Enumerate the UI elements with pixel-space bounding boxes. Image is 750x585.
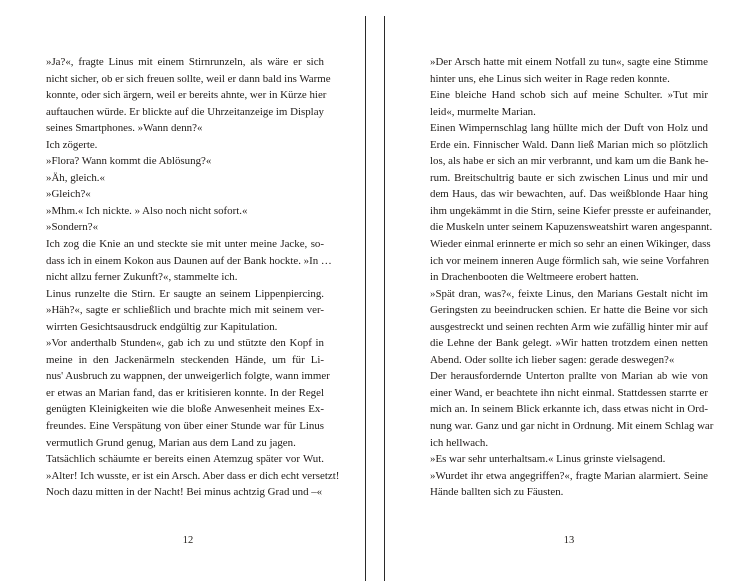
text-line: Der herausfordernde Unterton prallte von Marian ab wie von <box>430 370 708 383</box>
text-line: dem Haus, das wir bewachten, auf. Das weißblonde Haar hing <box>430 188 708 201</box>
text-line: »Gleich?« <box>46 188 91 201</box>
text-line: »Der Arsch hatte mit einem Notfall zu tun«, sagte eine Stimme <box>430 56 708 68</box>
text-line: »Vor anderthalb Stunden«, gab ich zu und stützte den Kopf in <box>46 337 324 350</box>
left-page-text <box>46 54 340 501</box>
text-line: hinter uns, ehe Linus sich weiter in Rage reden konnte. <box>430 72 670 85</box>
text-line: nus' Ausbruch zu wappnen, der unweigerlich folgte, wann immer <box>46 370 330 383</box>
text-line: genügten Kleinigkeiten wie die bloße Anwesenheit meines Ex- <box>46 403 324 416</box>
text-line: »Sondern?« <box>46 221 99 234</box>
text-line: »Flora? Wann kommt die Ablösung?« <box>46 155 212 168</box>
text-line: los, als habe er sich an mir verbrannt, und kam um die Bank he- <box>430 155 709 168</box>
text-line: auftauchen würde. Er blickte auf die Uhrzeitanzeige im Display <box>46 105 324 118</box>
text-line: die Muskeln unter seinem Kapuzensweatshirt waren angespannt. <box>430 221 713 234</box>
text-line: rum. Breitschultrig baute er sich zwischen Linus und mir und <box>430 171 708 184</box>
text-line: »Spät dran, was?«, feixte Linus, den Marians Gestalt nicht im <box>430 287 708 300</box>
text-line: ihm ungekämmt in die Stirn, seine Kiefer presste er aufeinander, <box>430 204 712 217</box>
text-line: nicht sicher, ob er sich freuen sollte, weil er dann bald ins Warme <box>46 72 331 85</box>
text-line: Geringsten zu beeindrucken schien. Er hatte die Beine vor sich <box>430 304 708 317</box>
text-line: Hände ballten sich zu Fäusten. <box>430 486 564 499</box>
text-line: einer Wand, er beachtete ihn nicht einmal. Stattdessen starrte er <box>430 386 708 399</box>
text-line: vermutlich Grund genug, Marian aus dem Land zu jagen. <box>46 436 296 449</box>
text-line: Ich zögerte. <box>46 138 98 151</box>
text-line: freundes. Eine Verspätung von über einer Stunde war für Linus <box>46 420 324 433</box>
text-line: nicht allzu ferner Zukunft?«, stammelte ich. <box>46 271 238 284</box>
text-line: Linus runzelte die Stirn. Er saugte an seinem Lippenpiercing. <box>46 287 324 300</box>
right-page <box>384 16 750 581</box>
text-line: ich hellwach. <box>430 436 489 449</box>
text-line: »Ja?«, fragte Linus mit einem Stirnrunzeln, als wäre er sich <box>46 56 324 68</box>
text-line: dass ich in einem Kokon aus Daunen auf der Bank hockte. »In … <box>46 254 332 267</box>
book-gutter <box>366 16 384 581</box>
text-line: mich an. In seinem Blick erkannte ich, dass etwas nicht in Ord- <box>430 403 708 416</box>
text-line: ich vor meinem inneren Auge förmlich sah, wie seine Vorfahren <box>430 254 710 267</box>
text-line: Eine bleiche Hand schob sich auf meine Schulter. »Tut mir <box>430 89 708 102</box>
text-line: wirrten Gesichtsausdruck endgültig zur Kapitulation. <box>46 320 278 333</box>
text-line: konnte, oder sich ärgern, weil er bereits ahnte, wer in Kürze hier <box>46 89 327 102</box>
text-line: Einen Wimpernschlag lang hüllte mich der Duft von Holz und <box>430 122 708 135</box>
left-page <box>0 16 366 581</box>
text-line: »Es war sehr unterhaltsam.« Linus grinste vielsagend. <box>430 453 666 466</box>
text-line: Tatsächlich schäumte er bereits einen Atemzug später vor Wut. <box>46 453 324 466</box>
text-line: Erde ein. Finnischer Wald. Dann ließ Marian mich so plötzlich <box>430 138 708 151</box>
text-line: die Lehne der Bank gelegt. »Wir hatten trotzdem einen netten <box>430 337 708 350</box>
text-line: leid«, murmelte Marian. <box>430 105 536 118</box>
text-line: in Drachenbooten die Weltmeere erobert hatten. <box>430 271 639 284</box>
text-line: er etwas an Marian fand, das er kritisieren konnte. In der Regel <box>46 386 324 399</box>
text-line: »Alter! Ich wusste, er ist ein Arsch. Aber dass er dich echt versetzt! <box>46 469 340 482</box>
text-line: Wieder einmal erinnerte er mich so sehr an einen Wikinger, dass <box>430 238 711 251</box>
text-line: »Mhm.« Ich nickte. » Also noch nicht sofort.« <box>46 204 248 217</box>
text-line: Ich zog die Knie an und steckte sie mit unter meine Jacke, so- <box>46 238 324 251</box>
text-line: »Äh, gleich.« <box>46 171 105 184</box>
text-line: ausgestreckt und seinen rechten Arm wie zufällig hinter mir auf <box>430 320 708 333</box>
right-page-number: 13 <box>563 535 575 546</box>
text-line: meine in den Jackenärmeln steckenden Hände, um für Li- <box>46 353 324 366</box>
text-line: Abend. Oder sollte ich lieber sagen: gerade deswegen?« <box>430 353 675 366</box>
text-line: nung war. Ganz und gar nicht in Ordnung. Mit einem Schlag war <box>430 420 714 433</box>
text-line: »Wurdet ihr etwa angegriffen?«, fragte Marian alarmiert. Seine <box>430 469 708 482</box>
left-page-number: 12 <box>182 535 194 546</box>
text-line: Noch dazu mitten in der Nacht! Bei minus achtzig Grad und –« <box>46 486 323 499</box>
text-line: seines Smartphones. »Wann denn?« <box>46 122 203 135</box>
text-line: »Häh?«, sagte er schließlich und brachte mich mit seinem ver- <box>46 304 324 317</box>
right-page-text <box>430 54 714 501</box>
